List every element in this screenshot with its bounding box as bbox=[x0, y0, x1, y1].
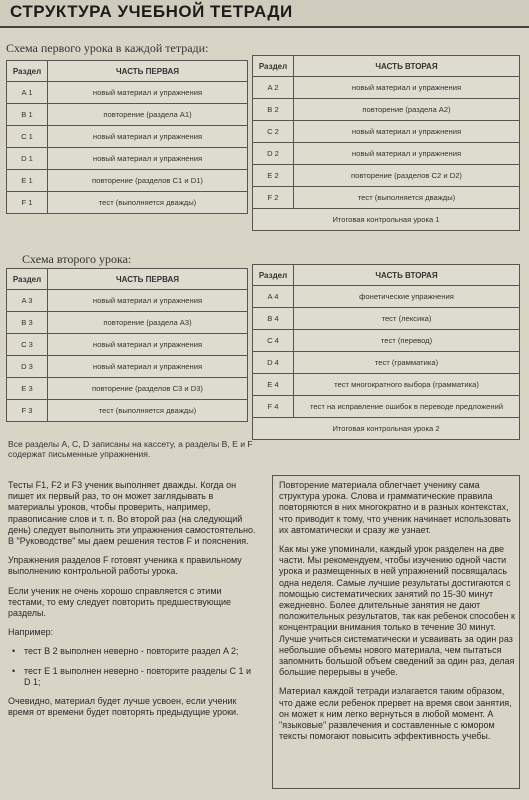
row-code: B 1 bbox=[7, 104, 48, 126]
column-header-section: Раздел bbox=[253, 265, 294, 286]
table-row bbox=[7, 82, 248, 104]
table-row bbox=[253, 330, 520, 352]
row-code: D 2 bbox=[253, 143, 294, 165]
table-row bbox=[253, 143, 520, 165]
cassette-note: Все разделы A, C, D записаны на кассету, а разделы B, E и F содержат письменные упражнения. bbox=[8, 439, 253, 459]
page-title: СТРУКТУРА УЧЕБНОЙ ТЕТРАДИ bbox=[10, 2, 293, 21]
row-text: тест (выполняется дважды) bbox=[48, 192, 248, 214]
row-text: повторение (разделов C1 и D1) bbox=[48, 170, 248, 192]
row-code: F 4 bbox=[253, 396, 294, 418]
row-text: тест на исправление ошибок в переводе предложений bbox=[294, 396, 520, 418]
table-row bbox=[7, 290, 248, 312]
paragraph: Упражнения разделов F готовят ученика к правильному выполнению контрольной работы урока. bbox=[8, 555, 242, 577]
row-text: тест (выполняется дважды) bbox=[294, 187, 520, 209]
row-text: новый материал и упражнения bbox=[294, 143, 520, 165]
row-code: B 2 bbox=[253, 99, 294, 121]
final-test-text: Итоговая контрольная урока 2 bbox=[253, 418, 520, 440]
row-code: C 3 bbox=[7, 334, 48, 356]
table-row bbox=[7, 170, 248, 192]
row-code: D 1 bbox=[7, 148, 48, 170]
row-text: повторение (разделов C2 и D2) bbox=[294, 165, 520, 187]
final-test-text: Итоговая контрольная урока 1 bbox=[253, 209, 520, 231]
lesson1-title: Схема первого урока в каждой тетради: bbox=[6, 41, 209, 55]
table-row bbox=[253, 121, 520, 143]
row-text: тест (грамматика) bbox=[294, 352, 520, 374]
table-row bbox=[7, 378, 248, 400]
paragraph: Если ученик не очень хорошо справляется с этими тестами, то ему следует повторить предшествующие разделы. bbox=[8, 585, 232, 619]
table-row bbox=[7, 192, 248, 214]
paragraph: Повторение материала облегчает ученику сама структура урока. Слова и грамматические правила повторяются в них многократно и в разных контекстах, что приводит к тому, что ученик начинает использовать их автоматически и сразу же узнает. bbox=[279, 480, 511, 535]
row-text: тест (выполняется дважды) bbox=[48, 400, 248, 422]
row-text: новый материал и упражнения bbox=[48, 148, 248, 170]
table-row bbox=[253, 99, 520, 121]
row-code: A 1 bbox=[7, 82, 48, 104]
left-text-column bbox=[8, 480, 256, 726]
row-code: E 3 bbox=[7, 378, 48, 400]
bullet-item: • тест B 2 выполнен неверно - повторите раздел A 2; bbox=[8, 646, 256, 657]
column-header-section: Раздел bbox=[253, 56, 294, 77]
right-text-column bbox=[272, 475, 520, 789]
table-row bbox=[7, 148, 248, 170]
row-code: C 1 bbox=[7, 126, 48, 148]
row-text: повторение (раздела A3) bbox=[48, 312, 248, 334]
table-row bbox=[253, 374, 520, 396]
row-text: новый материал и упражнения bbox=[48, 290, 248, 312]
table-row bbox=[253, 396, 520, 418]
lesson2-title: Схема второго урока: bbox=[22, 252, 132, 266]
row-code: A 2 bbox=[253, 77, 294, 99]
final-test-row bbox=[253, 418, 520, 440]
lesson2-part2-table bbox=[252, 264, 520, 440]
lesson1-part2-table bbox=[252, 55, 520, 231]
row-code: A 4 bbox=[253, 286, 294, 308]
lesson1-part1-table bbox=[6, 60, 248, 214]
table-row bbox=[253, 352, 520, 374]
row-code: A 3 bbox=[7, 290, 48, 312]
row-text: повторение (раздела A1) bbox=[48, 104, 248, 126]
paragraph: Например: bbox=[8, 627, 54, 638]
column-header-section: Раздел bbox=[7, 61, 48, 82]
row-text: тест многократного выбора (грамматика) bbox=[294, 374, 520, 396]
table-row bbox=[7, 312, 248, 334]
paragraph: Как мы уже упоминали, каждый урок разделен на две части. Мы рекомендуем, чтобы изучению одной части урока и размещенных в ней упражнений посвящалась одна неделя. Самые лучшие результаты достигаются с помощью систематических занятий по 15-30 минут ежедневно. Более длительные занятия не дают положительных результатов, так как ребенок способен к концентрации внимания только в течение 30 минут. Лучше учиться систематически и усваивать за один раз небольшие объемы нового материала, чем пытаться запомнить большой объем сведений за один раз, делая большие перерывы в учебе. bbox=[279, 544, 515, 678]
table-row bbox=[253, 308, 520, 330]
table-row bbox=[7, 356, 248, 378]
row-text: новый материал и упражнения bbox=[48, 82, 248, 104]
row-text: новый материал и упражнения bbox=[294, 121, 520, 143]
column-header-part: ЧАСТЬ ВТОРАЯ bbox=[294, 56, 520, 77]
table-row bbox=[253, 286, 520, 308]
row-code: E 2 bbox=[253, 165, 294, 187]
column-header-part: ЧАСТЬ ПЕРВАЯ bbox=[48, 269, 248, 290]
row-text: фонетические упражнения bbox=[294, 286, 520, 308]
column-header-part: ЧАСТЬ ПЕРВАЯ bbox=[48, 61, 248, 82]
paragraph: Материал каждой тетради излагается таким образом, что даже если ребенок прервет на время свои занятия, он может к ним легко вернуться в любой момент. А "языковые" развлечения и составленные с юмором тексты помогают повысить эффективность учебы. bbox=[279, 686, 512, 742]
row-code: E 1 bbox=[7, 170, 48, 192]
row-text: повторение (разделов C3 и D3) bbox=[48, 378, 248, 400]
table-row bbox=[253, 77, 520, 99]
header-bar bbox=[0, 0, 529, 28]
row-code: C 2 bbox=[253, 121, 294, 143]
row-code: D 3 bbox=[7, 356, 48, 378]
row-code: F 3 bbox=[7, 400, 48, 422]
row-code: B 3 bbox=[7, 312, 48, 334]
row-code: F 2 bbox=[253, 187, 294, 209]
row-code: B 4 bbox=[253, 308, 294, 330]
row-text: тест (лексика) bbox=[294, 308, 520, 330]
row-text: новый материал и упражнения bbox=[48, 356, 248, 378]
table-row bbox=[7, 104, 248, 126]
row-text: новый материал и упражнения bbox=[48, 126, 248, 148]
column-header-part: ЧАСТЬ ВТОРАЯ bbox=[294, 265, 520, 286]
row-code: D 4 bbox=[253, 352, 294, 374]
lesson2-part1-table bbox=[6, 268, 248, 422]
row-text: новый материал и упражнения bbox=[294, 77, 520, 99]
bullet-item: • тест E 1 выполнен неверно - повторите разделы C 1 и D 1; bbox=[8, 666, 256, 688]
column-header-section: Раздел bbox=[7, 269, 48, 290]
row-code: F 1 bbox=[7, 192, 48, 214]
table-row bbox=[253, 187, 520, 209]
table-row bbox=[7, 400, 248, 422]
table-row bbox=[7, 126, 248, 148]
row-text: новый материал и упражнения bbox=[48, 334, 248, 356]
row-text: повторение (раздела A2) bbox=[294, 99, 520, 121]
table-row bbox=[253, 165, 520, 187]
row-text: тест (перевод) bbox=[294, 330, 520, 352]
row-code: C 4 bbox=[253, 330, 294, 352]
row-code: E 4 bbox=[253, 374, 294, 396]
paragraph: Тесты F1, F2 и F3 ученик выполняет дважды. Когда он пишет их первый раз, то он может заглядывать в материалы уроков, чтобы проверить, например, правописание слов и т. п. Во второй раз (на следующий день) следует выполнить эти упражнения самостоятельно. В "Руководстве" мы даем решения тестов F и пояснения. bbox=[8, 480, 256, 547]
table-row bbox=[7, 334, 248, 356]
final-test-row bbox=[253, 209, 520, 231]
paragraph: Очевидно, материал будет лучше усвоен, если ученик время от времени будет повторять предыдущие уроки. bbox=[8, 696, 239, 718]
